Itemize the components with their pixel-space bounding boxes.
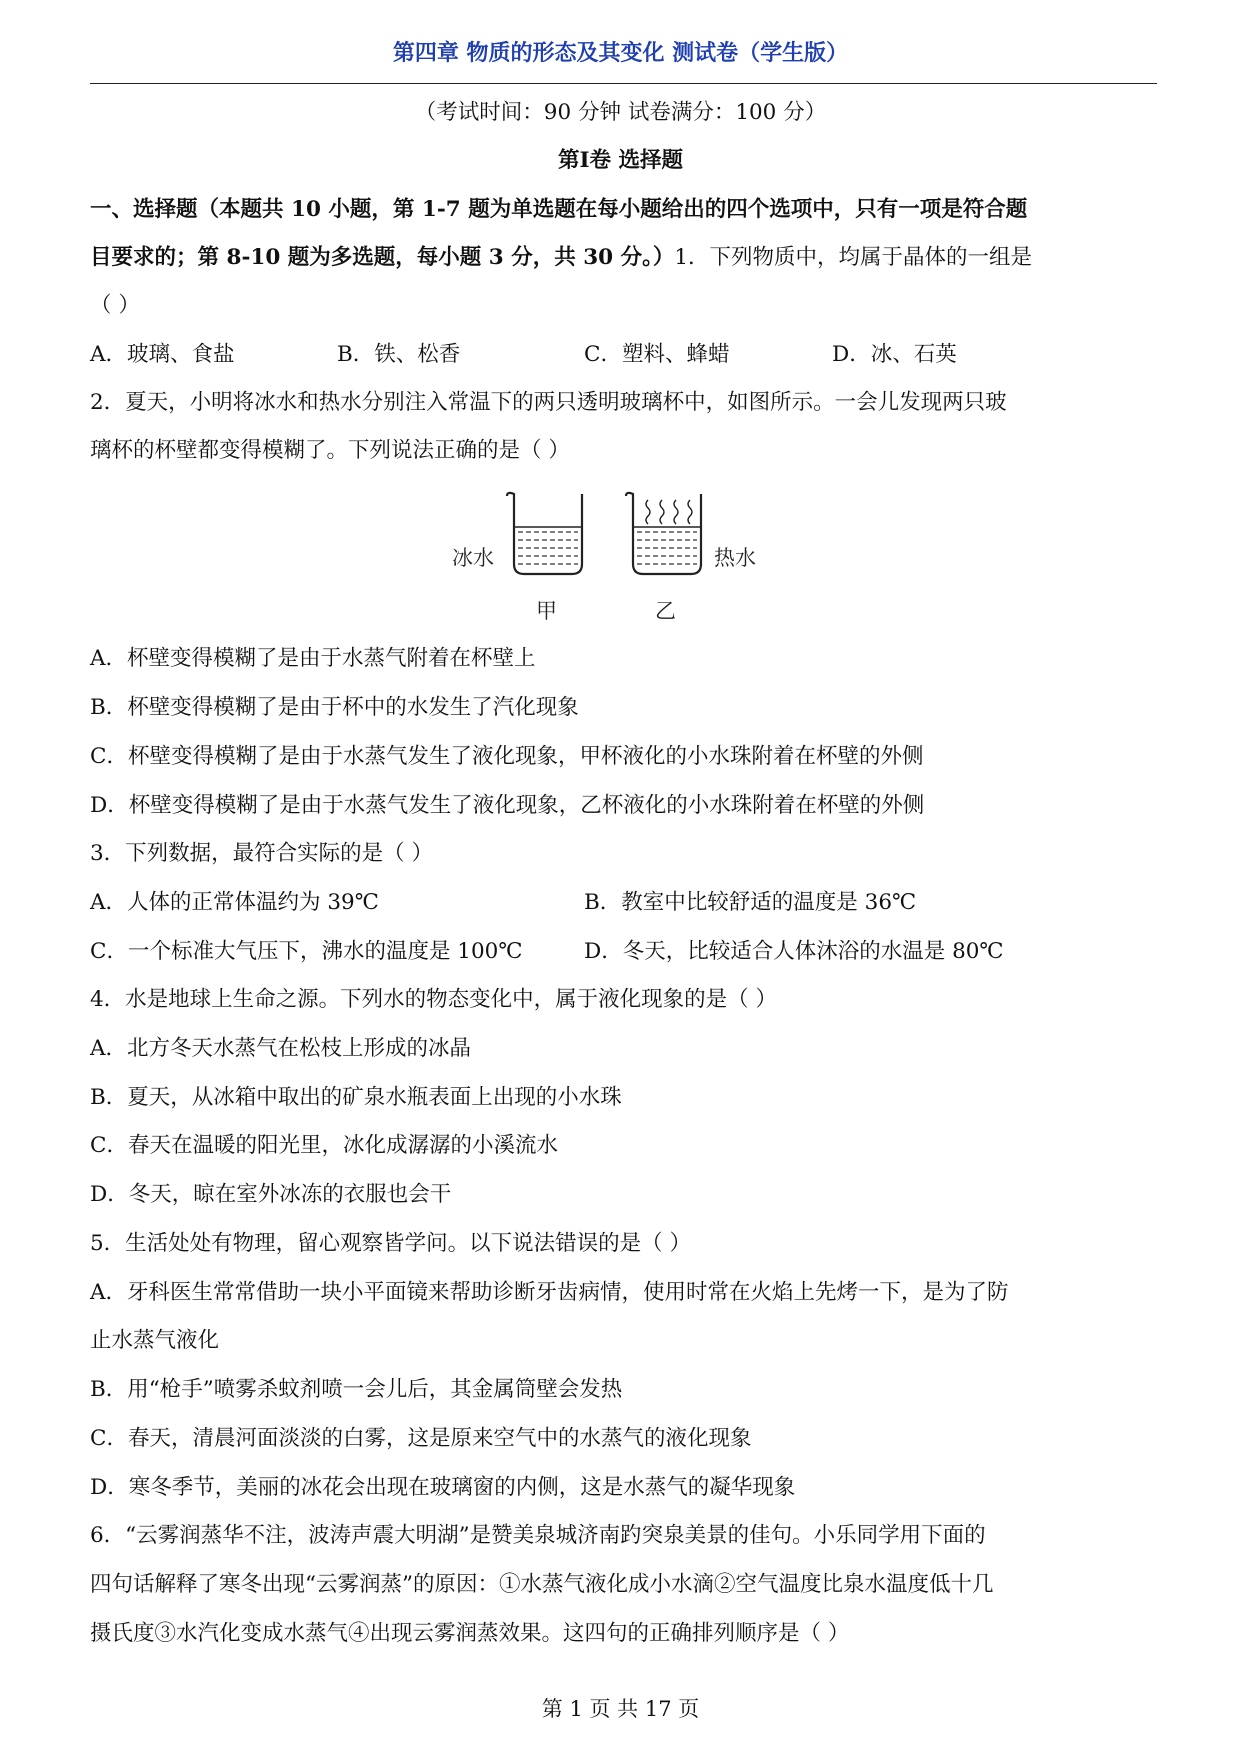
q1-option-a: A．玻璃、食盐 xyxy=(90,342,235,367)
q4-option-c: C．春天在温暖的阳光里，冰化成潺潺的小溪流水 xyxy=(90,1133,558,1158)
q4-option-d: D．冬天，晾在室外冰冻的衣服也会干 xyxy=(90,1182,452,1207)
q5-option-a-line2: 止水蒸气液化 xyxy=(90,1328,220,1353)
q5-stem: 5．生活处处有物理，留心观察皆学问。以下说法错误的是（ ） xyxy=(90,1231,692,1256)
q4-option-a: A．北方冬天水蒸气在松枝上形成的冰晶 xyxy=(90,1036,472,1061)
part1-heading-bold: 目要求的；第 8-10 题为多选题，每小题 3 分，共 30 分。） xyxy=(90,245,675,270)
page-footer: 第 1 页 共 17 页 xyxy=(541,1697,700,1721)
q5-option-a-line1: A．牙科医生常常借助一块小平面镜来帮助诊断牙齿病情，使用时常在火焰上先烤一下，是为了防 xyxy=(90,1280,1009,1305)
q2-stem-line2: 璃杯的杯壁都变得模糊了。下列说法正确的是（ ） xyxy=(90,438,570,463)
q2-option-d: D．杯壁变得模糊了是由于水蒸气发生了液化现象，乙杯液化的小水珠附着在杯壁的外侧 xyxy=(90,793,925,818)
label-hot-water: 热水 xyxy=(714,546,756,570)
beaker-jia xyxy=(507,493,582,574)
q5-option-c: C．春天，清晨河面淡淡的白雾，这是原来空气中的水蒸气的液化现象 xyxy=(90,1426,752,1451)
q1-option-b: B．铁、松香 xyxy=(337,342,461,367)
q3-option-b: B．教室中比较舒适的温度是 36℃ xyxy=(584,890,917,915)
q2-option-c: C．杯壁变得模糊了是由于水蒸气发生了液化现象，甲杯液化的小水珠附着在杯壁的外侧 xyxy=(90,744,924,769)
exam-info: （考试时间：90 分钟 试卷满分：100 分） xyxy=(414,100,827,125)
caption-jia: 甲 xyxy=(536,599,557,623)
q1-stem: 1．下列物质中，均属于晶体的一组是 xyxy=(674,245,1033,270)
part1-heading-line1: 一、选择题（本题共 10 小题，第 1-7 题为单选题在每小题给出的四个选项中，只有一项是符合题 xyxy=(90,197,1028,222)
section-title: 第Ⅰ卷 选择题 xyxy=(557,148,684,173)
steam-icon xyxy=(646,500,692,524)
q6-stem-line1: 6．“云雾润蒸华不注，波涛声震大明湖”是赞美泉城济南趵突泉美景的佳句。小乐同学用下面的 xyxy=(90,1523,986,1548)
q2-stem-line1: 2．夏天，小明将冰水和热水分别注入常温下的两只透明玻璃杯中，如图所示。一会儿发现两只玻 xyxy=(90,390,1007,415)
q5-option-b: B．用“枪手”喷雾杀蚊剂喷一会儿后，其金属筒壁会发热 xyxy=(90,1377,623,1402)
q3-option-d: D．冬天，比较适合人体沐浴的水温是 80℃ xyxy=(584,939,1004,964)
q2-option-b: B．杯壁变得模糊了是由于杯中的水发生了汽化现象 xyxy=(90,695,579,720)
q3-stem: 3．下列数据，最符合实际的是（ ） xyxy=(90,841,434,866)
q6-stem-line2: 四句话解释了寒冬出现“云雾润蒸”的原因：①水蒸气液化成小水滴②空气温度比泉水温度低十几 xyxy=(90,1572,994,1597)
q6-stem-line3: 摄氏度③水汽化变成水蒸气④出现云雾润蒸效果。这四句的正确排列顺序是（ ） xyxy=(90,1621,850,1646)
page-header-title: 第四章 物质的形态及其变化 测试卷（学生版） xyxy=(392,40,849,66)
label-ice-water: 冰水 xyxy=(452,546,494,570)
q1-option-c: C．塑料、蜂蜡 xyxy=(584,342,730,367)
header-divider xyxy=(90,83,1157,84)
caption-yi: 乙 xyxy=(655,599,676,623)
beakers-figure xyxy=(452,490,792,630)
part1-heading-line2 xyxy=(90,243,1157,273)
q4-stem: 4．水是地球上生命之源。下列水的物态变化中，属于液化现象的是（ ） xyxy=(90,987,778,1012)
q3-option-c: C．一个标准大气压下，沸水的温度是 100℃ xyxy=(90,939,523,964)
q3-option-a: A．人体的正常体温约为 39℃ xyxy=(90,890,379,915)
q4-option-b: B．夏天，从冰箱中取出的矿泉水瓶表面上出现的小水珠 xyxy=(90,1085,622,1110)
q1-option-d: D．冰、石英 xyxy=(832,342,957,367)
beaker-yi xyxy=(626,493,701,574)
q1-answer-paren: （ ） xyxy=(90,293,140,318)
q5-option-d: D．寒冬季节，美丽的冰花会出现在玻璃窗的内侧，这是水蒸气的凝华现象 xyxy=(90,1475,796,1500)
q2-option-a: A．杯壁变得模糊了是由于水蒸气附着在杯壁上 xyxy=(90,646,536,671)
